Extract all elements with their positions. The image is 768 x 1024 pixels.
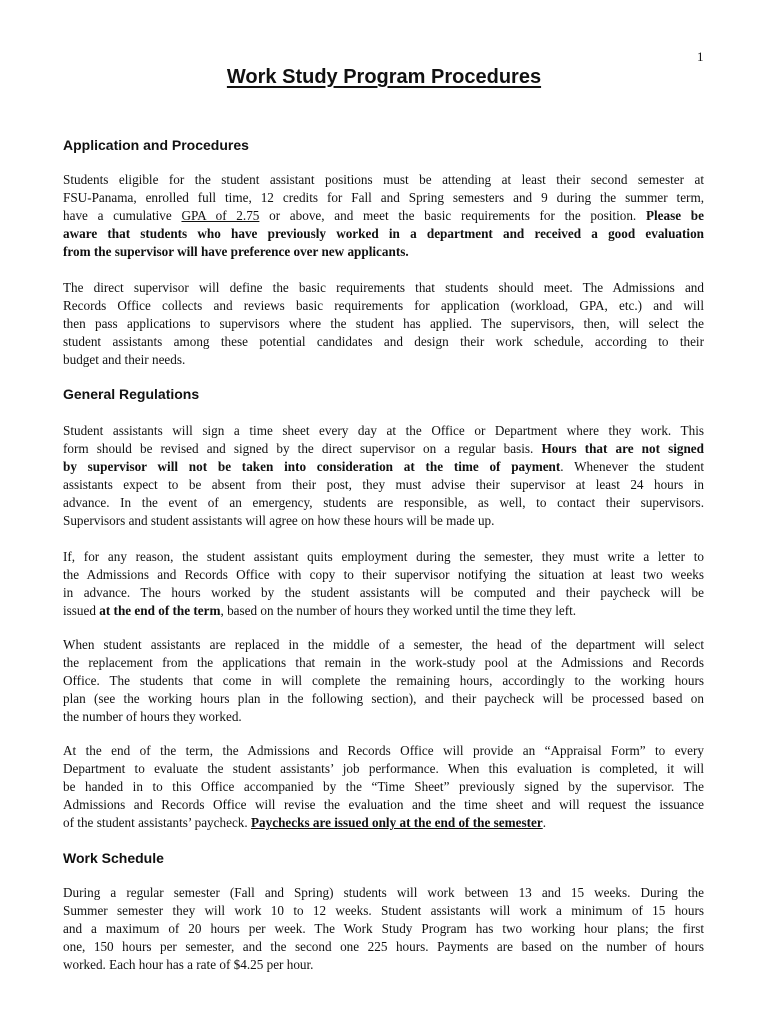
text-run: Summer semester they will work 10 to 12 weeks. Student assistants will work a minimum of 15 hours [63, 903, 704, 918]
text-line [63, 243, 704, 261]
paragraph [63, 636, 704, 726]
document-title [0, 66, 768, 89]
text-line [63, 512, 704, 530]
text-run: Supervisors and student assistants will agree on how these hours will be made up. [63, 513, 495, 528]
text-line [63, 760, 704, 778]
text-run: Student assistants will sign a time sheet every day at the Office or Department where they work. This [63, 423, 704, 438]
text-run: GPA of 2.75 [181, 208, 260, 223]
text-line [63, 548, 704, 566]
text-line [63, 902, 704, 920]
text-run: Hours that are not signed [541, 441, 704, 456]
text-line [63, 938, 704, 956]
text-run: at the end of the term [99, 603, 221, 618]
paragraph [63, 171, 704, 261]
paragraph [63, 548, 704, 620]
text-line [63, 796, 704, 814]
section-heading: General Regulations [63, 386, 200, 402]
text-run: Students eligible for the student assistant positions must be attending at least their second semester at [63, 172, 704, 187]
text-line [63, 672, 704, 690]
text-run: During a regular semester (Fall and Spring) students will work between 13 and 15 weeks. During the [63, 885, 704, 900]
text-run: be handed in to this Office accompanied by the “Time Sheet” previously signed by the supervisor. The [63, 779, 704, 794]
paragraph [63, 279, 704, 369]
text-line [63, 920, 704, 938]
text-run: of the student assistants’ paycheck. [63, 815, 251, 830]
text-line [63, 956, 704, 974]
text-run: . [542, 815, 546, 830]
document-title-text: Work Study Program Procedures [226, 66, 542, 88]
text-run: budget and their needs. [63, 352, 186, 367]
text-run: When student assistants are replaced in the middle of a semester, the head of the department will select [63, 637, 704, 652]
text-line [63, 189, 704, 207]
text-run: Admissions and Records Office will revise the evaluation and the time sheet and will request the issuance [63, 797, 704, 812]
text-run: FSU-Panama, enrolled full time, 12 credits for Fall and Spring semesters and 9 during the summer term, [63, 190, 704, 205]
text-run: aware that students who have previously worked in a department and received a good evaluation [63, 226, 704, 241]
text-line [63, 315, 704, 333]
paragraph [63, 422, 704, 530]
text-line [63, 742, 704, 760]
text-run: Office. The students that come in will complete the remaining hours, accordingly to the working hours [63, 673, 704, 688]
text-line [63, 171, 704, 189]
text-line [63, 602, 704, 620]
text-run: student assistants among these potential candidates and design their work schedule, according to their [63, 334, 704, 349]
text-line [63, 814, 704, 832]
text-line [63, 690, 704, 708]
text-line [63, 708, 704, 726]
text-line [63, 225, 704, 243]
text-run: . Whenever the student [560, 459, 704, 474]
text-run: the replacement from the applications that remain in the work-study pool at the Admissions and Records [63, 655, 704, 670]
text-run: one, 150 hours per semester, and the second one 225 hours. Payments are based on the number of hours [63, 939, 704, 954]
text-run: plan (see the working hours plan in the following section), and their paycheck will be processed based on [63, 691, 704, 706]
text-line [63, 440, 704, 458]
text-run: Records Office collects and reviews basic requirements for application (workload, GPA, etc.) and will [63, 298, 704, 313]
text-line [63, 636, 704, 654]
text-run: worked. Each hour has a rate of $4.25 per hour. [63, 957, 314, 972]
section-heading: Work Schedule [63, 850, 164, 866]
text-line [63, 207, 704, 225]
text-line [63, 351, 704, 369]
text-run: The direct supervisor will define the basic requirements that students should meet. The Admissions and [63, 280, 704, 295]
text-run: the Admissions and Records Office with copy to their supervisor notifying the situation at least two weeks [63, 567, 704, 582]
text-run: Paychecks are issued only at the end of the semester [251, 815, 543, 830]
text-run: and a maximum of 20 hours per week. The Work Study Program has two working hour plans; the first [63, 921, 704, 936]
text-run: by supervisor will not be taken into consideration at the time of payment [63, 459, 561, 474]
text-line [63, 279, 704, 297]
text-run: At the end of the term, the Admissions and Records Office will provide an “Appraisal Form” to every [63, 743, 704, 758]
text-line [63, 566, 704, 584]
text-run: form should be revised and signed by the direct supervisor on a regular basis. [63, 441, 542, 456]
text-line [63, 778, 704, 796]
section-heading: Application and Procedures [63, 137, 249, 153]
text-line [63, 884, 704, 902]
text-line [63, 654, 704, 672]
text-run: advance. In the event of an emergency, students are responsible, as well, to contact their supervisors. [63, 495, 704, 510]
text-run: or above, and meet the basic requirements for the position. [259, 208, 646, 223]
text-line [63, 422, 704, 440]
text-line [63, 297, 704, 315]
paragraph [63, 884, 704, 974]
text-run: from the supervisor will have preference over new applicants. [63, 244, 409, 259]
text-run: have a cumulative [63, 208, 182, 223]
text-run: Please be [645, 208, 704, 223]
text-line [63, 458, 704, 476]
text-line [63, 494, 704, 512]
text-run: If, for any reason, the student assistant quits employment during the semester, they must write a letter to [63, 549, 704, 564]
text-run: in advance. The hours worked by the student assistants will be computed and their paycheck will be [63, 585, 704, 600]
text-line [63, 333, 704, 351]
page-number: 1 [697, 49, 704, 64]
text-run: then pass applications to supervisors where the student has applied. The supervisors, then, will select the [63, 316, 704, 331]
text-run: Department to evaluate the student assistants’ job performance. When this evaluation is completed, it will [63, 761, 704, 776]
text-run: assistants expect to be absent from their post, they must advise their supervisor at least 24 hours in [63, 477, 704, 492]
text-line [63, 476, 704, 494]
text-run: issued [63, 603, 100, 618]
text-run: the number of hours they worked. [63, 709, 242, 724]
text-run: , based on the number of hours they worked until the time they left. [220, 603, 577, 618]
text-line [63, 584, 704, 602]
paragraph [63, 742, 704, 832]
